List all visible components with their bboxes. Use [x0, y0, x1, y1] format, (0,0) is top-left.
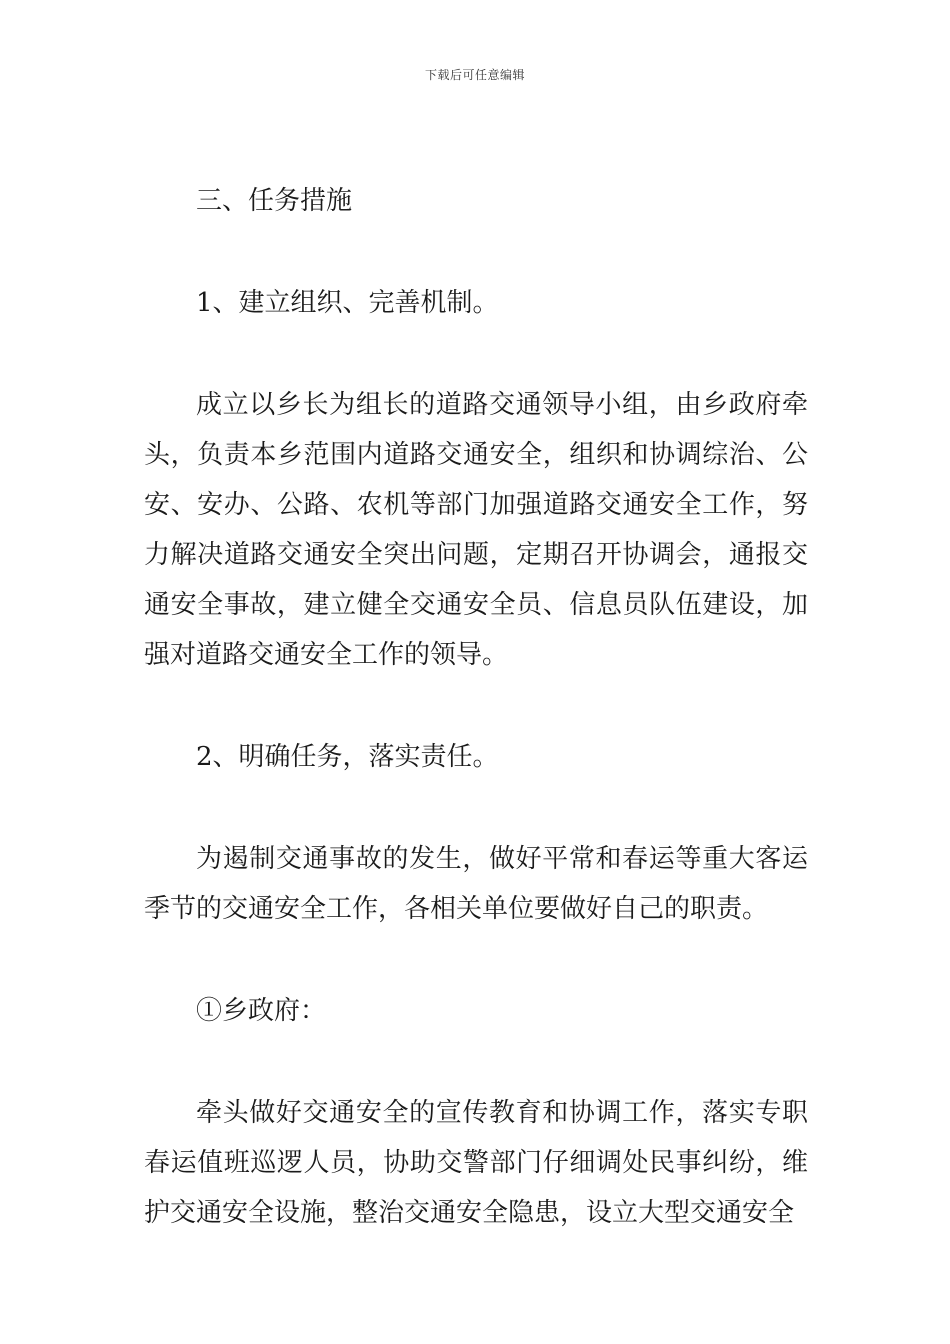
- document-body: [144, 176, 808, 1290]
- item2-heading: 2、明确任务，落实责任。: [196, 742, 499, 772]
- item2-paragraph: 为遏制交通事故的发生，做好平常和春运等重大客运季节的交通安全工作，各相关单位要做好自己的职责。: [144, 844, 808, 924]
- item1-heading: 1、建立组织、完善机制。: [196, 288, 499, 318]
- section-heading: 三、任务措施: [196, 186, 353, 216]
- sub1-paragraph: 牵头做好交通安全的宣传教育和协调工作，落实专职春运值班巡逻人员，协助交警部门仔细调处民事纠纷，维护交通安全设施，整治交通安全隐患，设立大型交通安全: [144, 1098, 808, 1228]
- item1-paragraph: 成立以乡长为组长的道路交通领导小组，由乡政府牵头，负责本乡范围内道路交通安全，组织和协调综治、公安、安办、公路、农机等部门加强道路交通安全工作，努力解决道路交通安全突出问题，定期召开协调会，通报交通安全事故，建立健全交通安全员、信息员队伍建设，加强对道路交通安全工作的领导。: [144, 390, 808, 670]
- header-note: 下载后可任意编辑: [424, 68, 525, 82]
- sub1-heading: ①乡政府：: [196, 996, 327, 1026]
